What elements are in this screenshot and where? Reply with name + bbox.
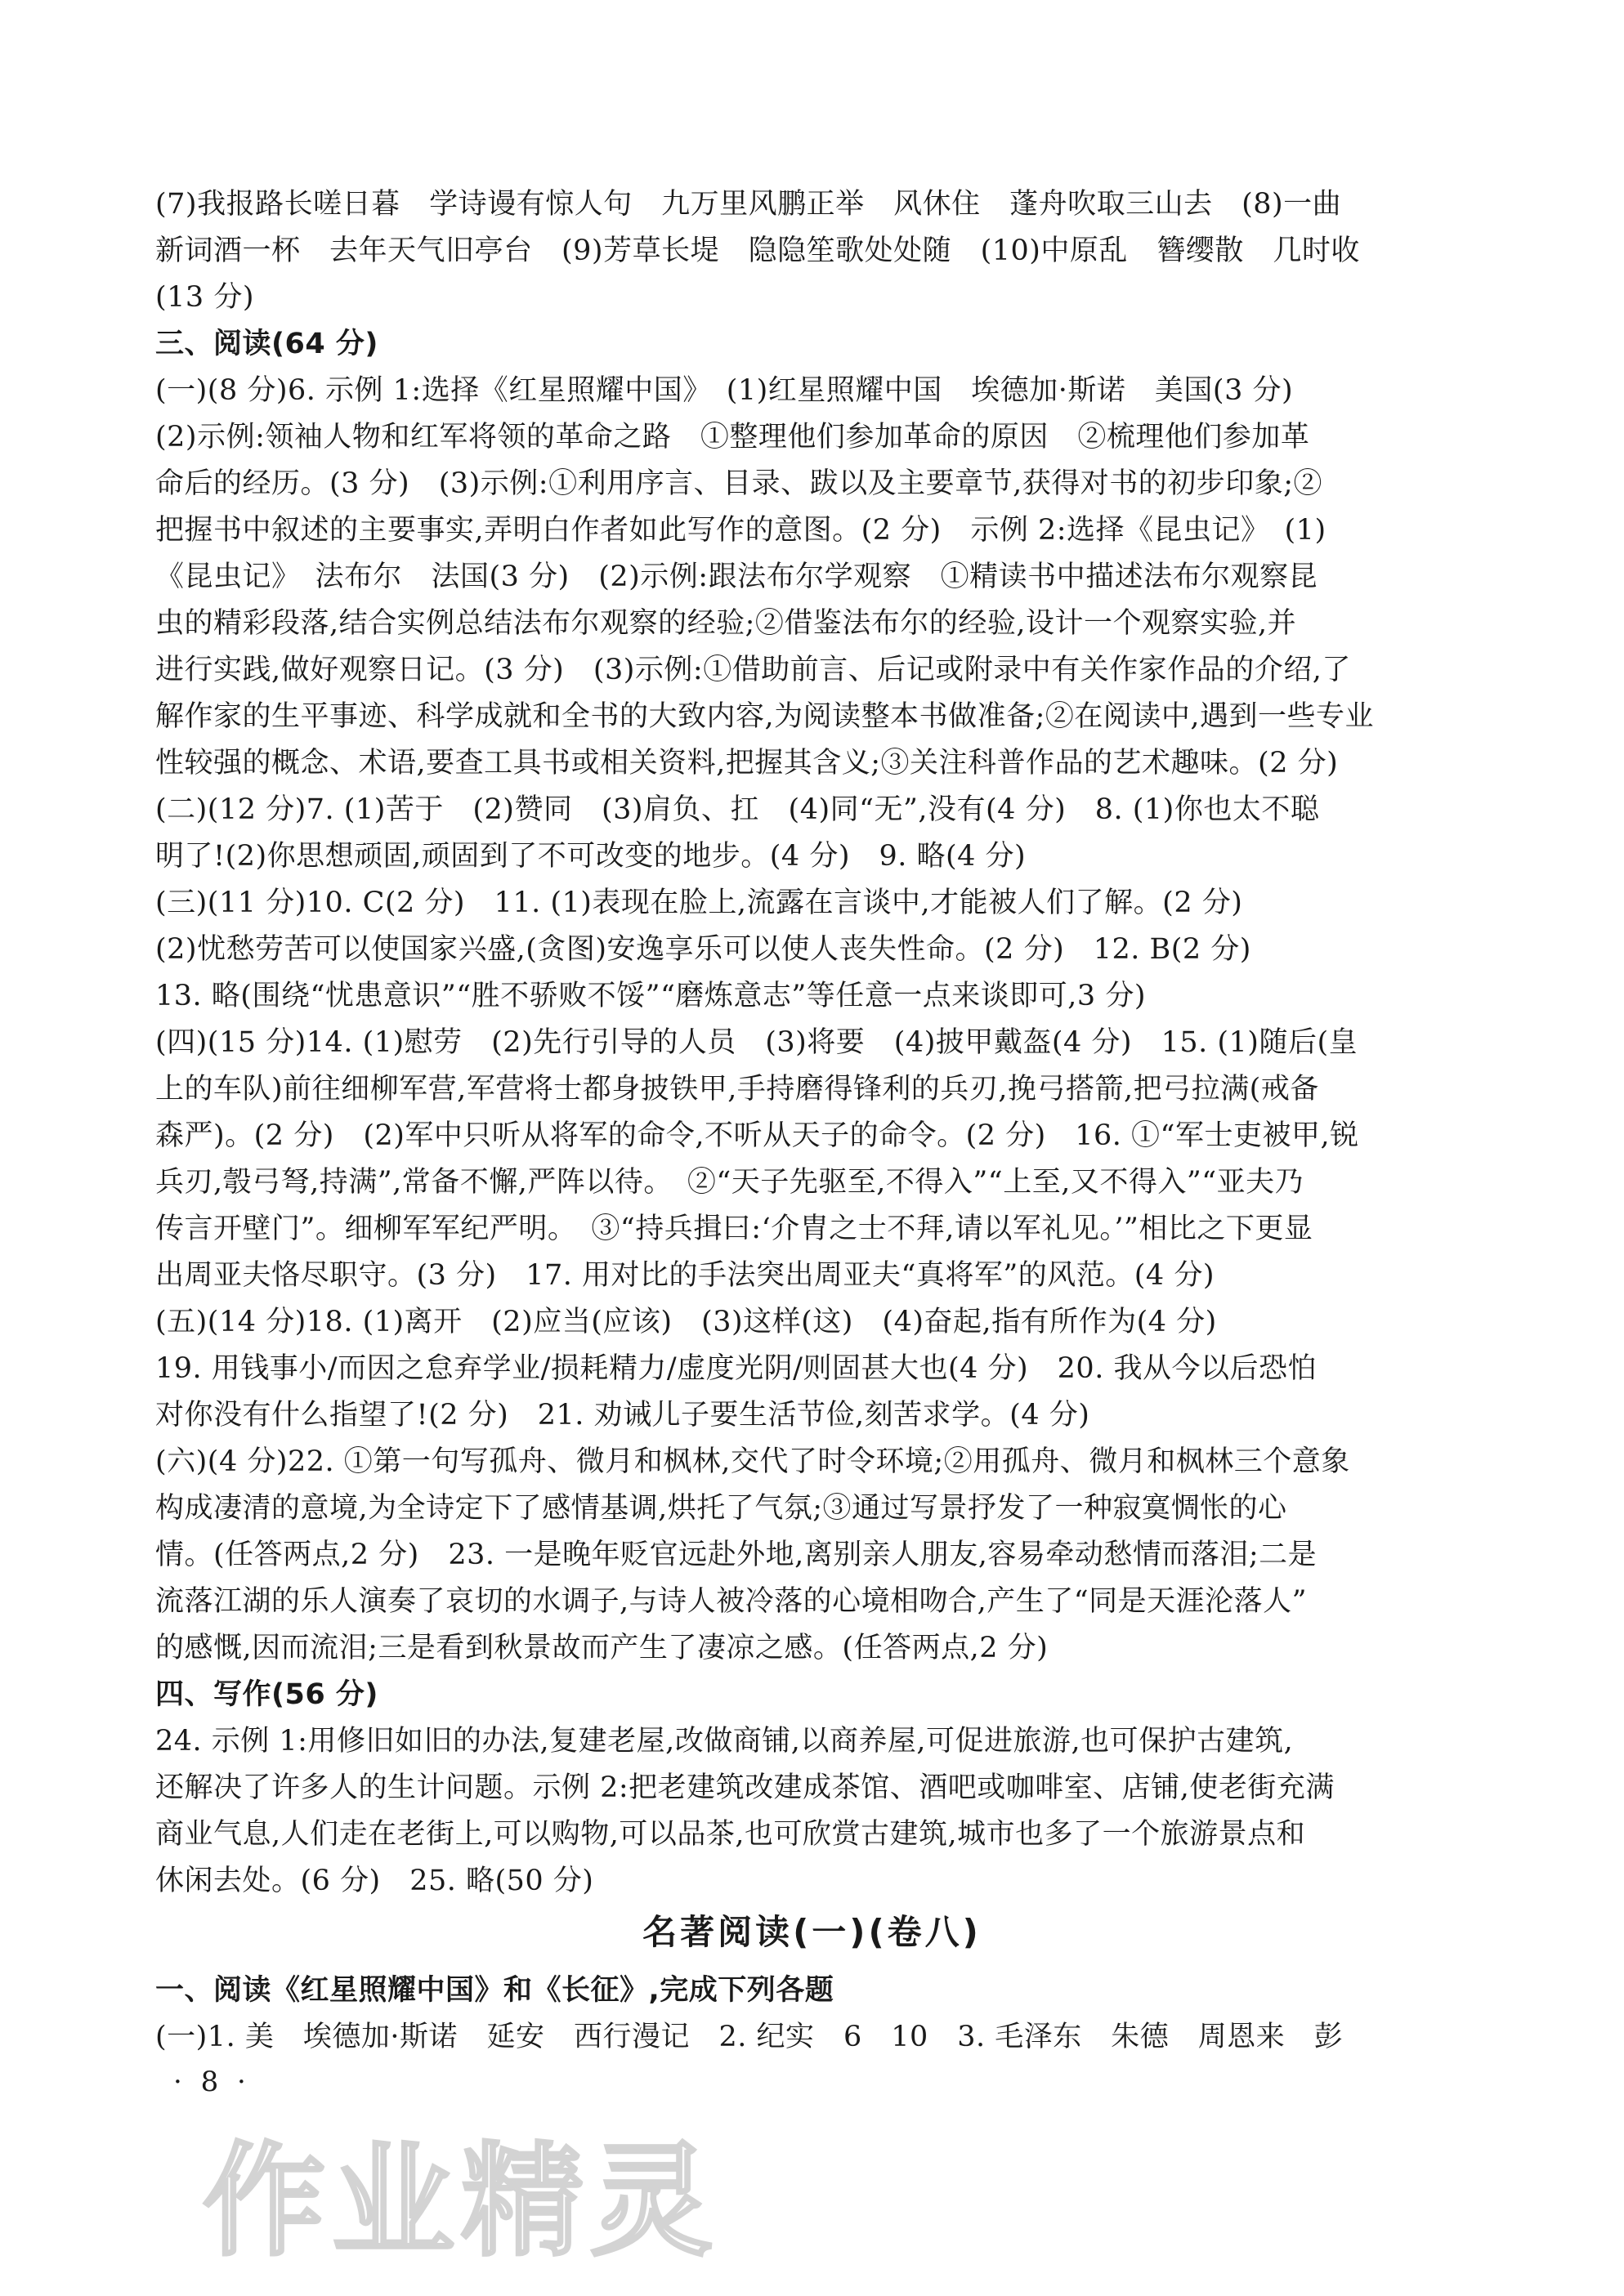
watermark-logo: 作业精灵 — [203, 2131, 720, 2273]
text-line: (2)示例:领袖人物和红军将领的革命之路 ①整理他们参加革命的原因 ②梳理他们参加革 — [155, 421, 1310, 453]
section-answer-line: (一)1. 美 埃德加·斯诺 延安 西行漫记 2. 纪实 6 10 3. 毛泽东 朱德 周恩来 彭 — [155, 2021, 1344, 2053]
section-body — [155, 1968, 1479, 2061]
text-line: 19. 用钱事小/而因之怠弃学业/损耗精力/虚度光阴/则固甚大也(4 分) 20. 我从今以后恐怕 — [155, 1352, 1317, 1385]
text-line: 兵刃,彀弓弩,持满”,常备不懈,严阵以待。 ②“天子先驱至,不得入”“上至,又不得入”“亚夫乃 — [155, 1166, 1304, 1199]
text-line: 情。(任答两点,2 分) 23. 一是晚年贬官远赴外地,离别亲人朋友,容易牵动愁情而落泪;二是 — [155, 1539, 1318, 1571]
page-number: · 8 · — [173, 2066, 251, 2098]
text-line: 流落江湖的乐人演奏了哀切的水调子,与诗人被冷落的心境相吻合,产生了“同是天涯沦落人” — [155, 1585, 1308, 1618]
answer-text-block — [155, 181, 1479, 1905]
text-line: (13 分) — [155, 281, 254, 314]
text-line: 商业气息,人们走在老街上,可以购物,可以品茶,也可欣赏古建筑,城市也多了一个旅游景点和 — [155, 1818, 1306, 1851]
section-heading: 三、阅读(64 分) — [155, 328, 378, 360]
text-line: 构成凄清的意境,为全诗定下了感情基调,烘托了气氛;③通过写景抒发了一种寂寞惆怅的心 — [155, 1492, 1287, 1525]
text-line: 休闲去处。(6 分) 25. 略(50 分) — [155, 1865, 594, 1897]
section-title: 名著阅读(一)(卷八) — [642, 1912, 982, 1952]
text-line: 森严)。(2 分) (2)军中只听从将军的命令,不听从天子的命令。(2 分) 16. ①“军士吏被甲,锐 — [155, 1119, 1359, 1152]
text-line: 传言开壁门”。细柳军军纪严明。 ③“持兵揖曰:‘介胄之士不拜,请以军礼见。’”相比之下更显 — [155, 1213, 1313, 1245]
section-heading: 四、写作(56 分) — [155, 1678, 378, 1711]
text-line: 虫的精彩段落,结合实例总结法布尔观察的经验;②借鉴法布尔的经验,设计一个观察实验,并 — [155, 607, 1297, 640]
text-line: (2)忧愁劳苦可以使国家兴盛,(贪图)安逸享乐可以使人丧失性命。(2 分) 12. B(2 分) — [155, 933, 1251, 966]
text-line: 对你没有什么指望了!(2 分) 21. 劝诫儿子要生活节俭,刻苦求学。(4 分) — [155, 1399, 1090, 1432]
text-line: (四)(15 分)14. (1)慰劳 (2)先行引导的人员 (3)将要 (4)披甲戴盔(4 分) 15. (1)随后(皇 — [155, 1026, 1358, 1059]
text-line: 新词酒一杯 去年天气旧亭台 (9)芳草长堤 隐隐笙歌处处随 (10)中原乱 簪缨散 几时收 — [155, 235, 1360, 267]
text-line: 解作家的生平事迹、科学成就和全书的大致内容,为阅读整本书做准备;②在阅读中,遇到一些专业 — [155, 700, 1375, 733]
text-line: (五)(14 分)18. (1)离开 (2)应当(应该) (3)这样(这) (4)奋起,指有所作为(4 分) — [155, 1306, 1217, 1338]
text-line: 还解决了许多人的生计问题。示例 2:把老建筑改建成茶馆、酒吧或咖啡室、店铺,使老街充满 — [155, 1771, 1335, 1804]
text-line: 13. 略(围绕“忧患意识”“胜不骄败不馁”“磨炼意志”等任意一点来谈即可,3 分) — [155, 980, 1146, 1012]
text-line: 24. 示例 1:用修旧如旧的办法,复建老屋,改做商铺,以商养屋,可促进旅游,也可保护古建筑, — [155, 1725, 1294, 1758]
text-line: (三)(11 分)10. C(2 分) 11. (1)表现在脸上,流露在言谈中,才能被人们了解。(2 分) — [155, 887, 1243, 919]
text-line: 出周亚夫恪尽职守。(3 分) 17. 用对比的手法突出周亚夫“真将军”的风范。(4 分) — [155, 1259, 1215, 1292]
text-line: 《昆虫记》 法布尔 法国(3 分) (2)示例:跟法布尔学观察 ①精读书中描述法布尔观察昆 — [155, 561, 1318, 593]
text-line: (六)(4 分)22. ①第一句写孤舟、微月和枫林,交代了时令环境;②用孤舟、微月和枫林三个意象 — [155, 1445, 1350, 1478]
text-line: 把握书中叙述的主要事实,弄明白作者如此写作的意图。(2 分) 示例 2:选择《昆虫记》 (1) — [155, 514, 1326, 547]
text-line: 进行实践,做好观察日记。(3 分) (3)示例:①借助前言、后记或附录中有关作家作品的介绍,了 — [155, 654, 1351, 686]
text-line: (7)我报路长嗟日暮 学诗谩有惊人句 九万里风鹏正举 风休住 蓬舟吹取三山去 (8)一曲 — [155, 188, 1342, 221]
text-line: 性较强的概念、术语,要查工具书或相关资料,把握其含义;③关注科普作品的艺术趣味。(2 分) — [155, 747, 1339, 779]
text-line: 命后的经历。(3 分) (3)示例:①利用序言、目录、跋以及主要章节,获得对书的初步印象;② — [155, 467, 1322, 500]
section-heading: 一、阅读《红星照耀中国》和《长征》,完成下列各题 — [155, 1974, 834, 2007]
text-line: 明了!(2)你思想顽固,顽固到了不可改变的地步。(4 分) 9. 略(4 分) — [155, 840, 1027, 873]
text-line: 的感慨,因而流泪;三是看到秋景故而产生了凄凉之感。(任答两点,2 分) — [155, 1632, 1049, 1664]
text-line: (一)(8 分)6. 示例 1:选择《红星照耀中国》 (1)红星照耀中国 埃德加·斯诺 美国(3 分) — [155, 374, 1294, 407]
text-line: 上的车队)前往细柳军营,军营将士都身披铁甲,手持磨得锋利的兵刃,挽弓搭箭,把弓拉满(戒备 — [155, 1073, 1319, 1106]
text-line: (二)(12 分)7. (1)苦于 (2)赞同 (3)肩负、扛 (4)同“无”,没有(4 分) 8. (1)你也太不聪 — [155, 793, 1320, 826]
